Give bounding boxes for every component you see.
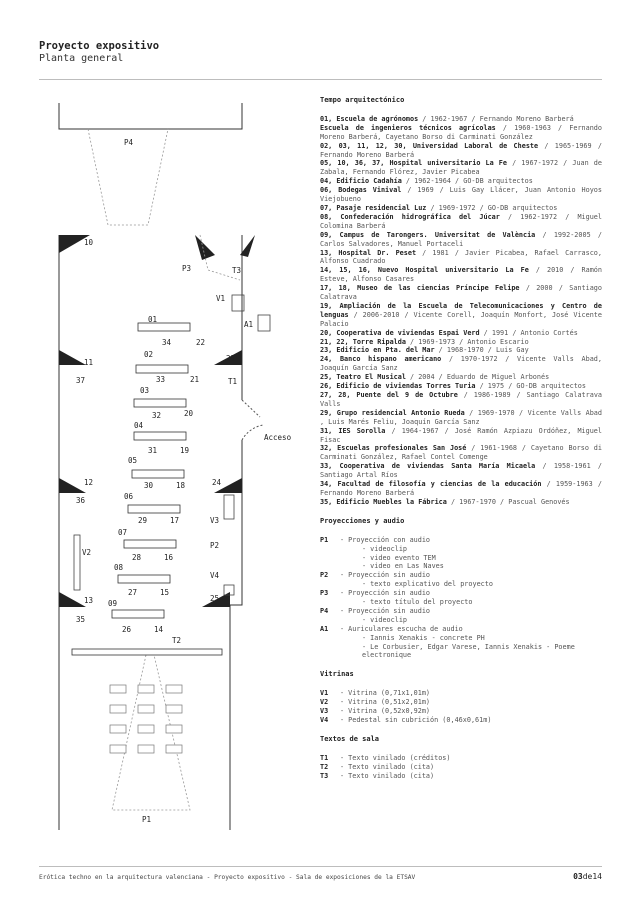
label-n05: 05 — [128, 456, 138, 465]
tempo-entry-details: / 1967-1972 / Juan de Zabala, Fernando Flórez, Javier Picabea — [320, 159, 602, 177]
table-04 — [134, 432, 186, 440]
tempo-entry-name: 21, 22, Torre Ripalda — [320, 337, 406, 346]
tempo-entry — [320, 444, 602, 462]
table-09 — [112, 610, 164, 618]
page-total: 14 — [592, 872, 602, 881]
tempo-entry — [320, 346, 602, 355]
pilaster-12 — [59, 478, 86, 493]
vitrinas-section — [320, 670, 602, 725]
tempo-entry — [320, 213, 602, 231]
label-n12: 12 — [84, 478, 94, 487]
tempo-entry-name: 34, Facultad de filosofía y ciencias de la educación — [320, 480, 542, 489]
label-n14: 14 — [154, 625, 164, 634]
tempo-entry-details: / 1991 / Antonio Cortés — [479, 328, 578, 337]
tempo-entry — [320, 186, 602, 204]
textos-code: T1 — [320, 753, 329, 762]
label-n17: 17 — [170, 516, 180, 525]
label-t3: T3 — [232, 266, 242, 275]
label-acceso: Acceso — [264, 433, 292, 442]
vitrinas-text: - Vitrina (0,51x2,01m) — [340, 698, 431, 707]
audio-a1 — [258, 315, 270, 331]
label-n31: 31 — [148, 446, 158, 455]
page-subtitle: Planta general — [39, 53, 124, 64]
label-p1: P1 — [142, 815, 152, 824]
proyeccion-code — [320, 598, 340, 607]
vitrinas-row — [320, 707, 602, 716]
vitrinas-row — [320, 716, 602, 725]
label-t2: T2 — [172, 636, 182, 645]
label-n28: 28 — [132, 553, 142, 562]
label-v3: V3 — [210, 516, 220, 525]
proyeccion-row — [320, 554, 602, 563]
label-n37: 37 — [76, 376, 86, 385]
tempo-entry-details: / 1975 / GO-DB arquitectos — [475, 382, 586, 391]
tempo-entry — [320, 124, 602, 142]
tempo-entry-name: 17, 18, Museo de las ciencias Príncipe Felipe — [320, 284, 520, 293]
tempo-entry-details: / 2010 / Ramón Esteve, Alfonso Casares — [320, 266, 602, 284]
proyeccion-line: - texto título del proyecto — [362, 598, 473, 607]
tempo-entry-details: / 1969-1970 / Vicente Valls Abad , Luis Marés Feliu, Joaquín García Sanz — [320, 408, 602, 426]
proyeccion-code — [320, 554, 340, 563]
textos-text: - Texto vinilado (cita) — [340, 762, 435, 771]
proyeccion-line: - Auriculares escucha de audio — [340, 624, 463, 633]
label-n30: 30 — [144, 481, 154, 490]
proyeccion-line: - Proyección con audio — [340, 535, 431, 544]
label-n34: 34 — [162, 338, 172, 347]
label-n02: 02 — [144, 350, 154, 359]
footer-divider — [39, 866, 602, 867]
tempo-entry — [320, 302, 602, 329]
proyeccion-row — [320, 625, 602, 634]
tempo-entry-name: 07, Pasaje residencial Luz — [320, 203, 427, 212]
tempo-entry-name: 05, 10, 36, 37, Hospital universitario La Fe — [320, 159, 507, 168]
proyeccion-code — [320, 580, 340, 589]
tempo-entry-details: / 1962-1967 / Fernando Moreno Barberá — [418, 114, 574, 123]
textos-row — [320, 763, 602, 772]
legend — [320, 96, 602, 791]
vitrinas-text: - Vitrina (0,52x0,92m) — [340, 707, 431, 716]
page-sep: de — [582, 872, 593, 881]
proyeccion-row — [320, 589, 602, 598]
header-divider — [39, 79, 602, 80]
proyeccion-line: - Proyección sin audio — [340, 606, 431, 615]
tempo-entry-name: 32, Escuelas profesionales San José — [320, 444, 467, 453]
label-n21: 21 — [190, 375, 200, 384]
proyeccion-row — [320, 562, 602, 571]
pilaster-13 — [59, 592, 86, 607]
proyeccion-row — [320, 607, 602, 616]
label-v1: V1 — [216, 294, 226, 303]
proyeccion-row — [320, 643, 602, 661]
tempo-entry — [320, 480, 602, 498]
proyeccion-row — [320, 634, 602, 643]
vitrinas-text: - Vitrina (0,71x1,01m) — [340, 689, 431, 698]
footer-caption: Erótica techno en la arquitectura valenciana - Proyecto expositivo - Sala de exposiciones de la ETSAV — [39, 874, 416, 881]
label-n03: 03 — [140, 386, 150, 395]
label-n27: 27 — [128, 588, 138, 597]
label-n15: 15 — [160, 588, 170, 597]
tempo-entry-name: 26, Edificio de viviendas Torres Turia — [320, 382, 476, 391]
label-n23: 23 — [226, 354, 236, 363]
proyeccion-code — [320, 634, 340, 643]
label-v4: V4 — [210, 571, 220, 580]
tempo-entry-name: 20, Cooperativa de viviendas Espai Verd — [320, 328, 480, 337]
proyeccion-code — [320, 616, 340, 625]
tempo-entry-name: 27, 28, Puente del 9 de Octubre — [320, 391, 458, 399]
proyeccion-line: - video en Las Naves — [362, 562, 444, 571]
textos-row — [320, 754, 602, 763]
tempo-entry — [320, 382, 602, 391]
proyeccion-code: P2 — [320, 571, 329, 580]
tempo-entry-details: / 1962-1972 / Miguel Colomina Barberá — [320, 212, 602, 230]
page-current: 03 — [573, 872, 583, 881]
tempo-list — [320, 115, 602, 507]
proyecciones-list — [320, 536, 602, 661]
label-n19: 19 — [180, 446, 190, 455]
tempo-entry — [320, 462, 602, 480]
vitrinas-title: Vitrinas — [320, 670, 354, 679]
proyeccion-row — [320, 616, 602, 625]
tempo-entry-details: / 1959-1963 / Fernando Moreno Barberá — [320, 480, 602, 497]
proyeccion-code: P1 — [320, 535, 329, 544]
label-n33: 33 — [156, 375, 166, 384]
page-number — [573, 872, 602, 881]
table-07 — [124, 540, 176, 548]
tempo-entry-name: 29, Grupo residencial Antonio Rueda — [320, 408, 465, 417]
vitrinas-text: - Pedestal sin cubrición (0,46x0,61m) — [340, 716, 492, 724]
label-n16: 16 — [164, 553, 174, 562]
vitrinas-code: V4 — [320, 716, 329, 724]
table-08 — [118, 575, 170, 583]
tempo-entry-name: 06, Bodegas Vinival — [320, 186, 402, 195]
tempo-entry-name: 19, Ampliación de la Escuela de Telecomunicaciones y Centro de lenguas — [320, 301, 602, 319]
textos-list — [320, 754, 602, 781]
proyeccion-code: A1 — [320, 624, 329, 633]
tempo-entry-name: 35, Edificio Muebles la Fábrica — [320, 497, 447, 506]
tempo-entry-name: 13, Hospital Dr. Peset — [320, 248, 417, 257]
tempo-entry-name: 24, Banco hispano americano — [320, 355, 442, 364]
tempo-entry — [320, 373, 602, 382]
tempo-entry-details: / 1981 / Javier Picabea, Rafael Carrasco, Alfonso Cuadrado — [320, 248, 602, 266]
textos-text: - Texto vinilado (cita) — [340, 771, 435, 780]
tempo-entry — [320, 115, 602, 124]
tempo-entry-details: / 2000 / Santiago Calatrava — [320, 284, 602, 302]
label-n11: 11 — [84, 358, 94, 367]
tempo-entry — [320, 249, 602, 267]
label-n18: 18 — [176, 481, 186, 490]
tempo-title: Tempo arquitectónico — [320, 96, 405, 104]
tempo-entry-details: / 1968-1970 / Luis Gay — [434, 346, 529, 355]
tempo-entry-name: Escuela de ingenieros técnicos agrícolas — [320, 123, 496, 132]
panel-t2 — [72, 649, 222, 655]
vitrinas-list — [320, 689, 602, 725]
vitrinas-row — [320, 698, 602, 707]
vitrinas-code: V1 — [320, 689, 329, 698]
proyeccion-row — [320, 598, 602, 607]
tempo-entry-details: / 1967-1970 / Pascual Genovés — [446, 497, 570, 506]
tempo-entry-details: / 1986-1989 / Santiago Calatrava Valls — [320, 391, 603, 408]
table-06 — [128, 505, 180, 513]
proyeccion-line: - Proyección sin audio — [340, 571, 431, 580]
tempo-entry-name: 04, Edificio Cadahía — [320, 177, 402, 186]
table-02 — [136, 365, 188, 373]
label-n35: 35 — [76, 615, 86, 624]
tempo-entry-name: 23, Edificio en Pta. del Mar — [320, 346, 435, 355]
proyeccion-row — [320, 571, 602, 580]
label-n20: 20 — [184, 409, 194, 418]
plan-wall-right-lower — [230, 440, 242, 830]
tempo-entry — [320, 409, 602, 427]
tempo-entry — [320, 498, 602, 507]
label-t1: T1 — [228, 377, 238, 386]
table-03 — [134, 399, 186, 407]
label-p3: P3 — [182, 264, 192, 273]
label-n36: 36 — [76, 496, 86, 505]
tempo-entry — [320, 231, 602, 249]
textos-title: Textos de sala — [320, 734, 380, 743]
tempo-entry-details: / 1970-1972 / Vicente Valls Abad, Joaquín García Sanz — [320, 355, 602, 373]
proyeccion-row — [320, 536, 602, 545]
tempo-entry-details: / 1965-1969 / Fernando Moreno Barberá — [320, 141, 602, 159]
label-n09: 09 — [108, 599, 118, 608]
tempo-entry-name: 09, Campus de Tarongers. Universitat de València — [320, 230, 536, 239]
tempo-entry-details: / 1969-1972 / GO-DB arquitectos — [426, 203, 558, 212]
tempo-entry — [320, 159, 602, 177]
textos-code: T3 — [320, 771, 329, 780]
tempo-entry — [320, 427, 602, 445]
label-n26: 26 — [122, 625, 132, 634]
exhibit-tables — [112, 323, 190, 618]
tempo-entry — [320, 355, 602, 373]
tempo-entry-details: / 1992-2005 / Carlos Salvadores, Manuel Portaceli — [320, 230, 602, 248]
tempo-entry-details: / 1961-1968 / Cayetano Borso di Carminati González, Rafael Contel Comenge — [320, 444, 602, 462]
proyeccion-line: - Le Corbusier, Edgar Varese, Iannis Xenakis - Poeme electronique — [362, 642, 575, 660]
seating-grid — [110, 685, 182, 753]
tempo-entry-name: 02, 03, 11, 12, 30, Universidad Laboral de Cheste — [320, 141, 539, 150]
textos-section — [320, 735, 602, 781]
proyeccion-line: - texto explicativo del proyecto — [362, 580, 493, 589]
textos-code: T2 — [320, 762, 329, 771]
tempo-entry-name: 01, Escuela de agrónomos — [320, 114, 419, 123]
tempo-entry — [320, 266, 602, 284]
tempo-entry-details: / 1958-1961 / Santiago Artal Ríos — [320, 462, 602, 480]
vitrina-v2 — [74, 535, 80, 590]
tempo-entry-name: 14, 15, 16, Nuevo Hospital universitario La Fe — [320, 266, 529, 275]
proyeccion-row — [320, 545, 602, 554]
label-p4: P4 — [124, 138, 134, 147]
proyeccion-code: P3 — [320, 589, 329, 598]
vitrinas-code: V3 — [320, 707, 329, 716]
page-title: Proyecto expositivo — [39, 40, 160, 52]
tempo-entry — [320, 338, 602, 347]
tempo-entry — [320, 177, 602, 186]
label-n22: 22 — [196, 338, 206, 347]
textos-row — [320, 772, 602, 781]
label-n10: 10 — [84, 238, 94, 247]
tempo-entry-details: / 1964-1967 / José Ramón Azpiazu Ordóñez, Miguel Fisac — [320, 426, 602, 444]
tempo-entry-name: 33, Cooperativa de viviendas Santa María Micaela — [320, 462, 536, 471]
tempo-entry — [320, 204, 602, 213]
label-n07: 07 — [118, 528, 128, 537]
proyecciones-section — [320, 517, 602, 661]
proyeccion-line: - videoclip — [362, 544, 408, 553]
tempo-entry-details: / 1962-1964 / GO-DB arquitectos — [401, 177, 533, 186]
vitrina-v3 — [224, 495, 234, 519]
tempo-entry-name: 25, Teatro El Musical — [320, 373, 406, 382]
tempo-entry-details: / 1969-1973 / Antonio Escario — [405, 337, 529, 346]
tempo-entry — [320, 284, 602, 302]
proyeccion-line: - Iannis Xenakis - concrete PH — [362, 633, 485, 642]
proyeccion-line: - video evento TEM — [362, 553, 436, 562]
floor-plan — [50, 95, 300, 835]
plan-wall-top — [59, 103, 242, 129]
tempo-section — [320, 96, 602, 507]
label-a1: A1 — [244, 320, 254, 329]
proyeccion-line: - Proyección sin audio — [340, 589, 431, 598]
textos-text: - Texto vinilado (créditos) — [340, 753, 451, 762]
label-n01: 01 — [148, 315, 158, 324]
proyeccion-row — [320, 580, 602, 589]
label-n06: 06 — [124, 492, 134, 501]
label-p2: P2 — [210, 541, 220, 550]
tempo-entry — [320, 142, 602, 160]
proyeccion-code — [320, 643, 340, 661]
pilaster-11 — [59, 350, 86, 365]
proyeccion-line: - videoclip — [362, 615, 408, 624]
label-n24: 24 — [212, 478, 222, 487]
proyecciones-title: Proyecciones y audio — [320, 516, 405, 525]
table-05 — [132, 470, 184, 478]
label-n29: 29 — [138, 516, 148, 525]
vitrinas-row — [320, 689, 602, 698]
label-n32: 32 — [152, 411, 162, 420]
label-n13: 13 — [84, 596, 94, 605]
label-v2: V2 — [82, 548, 92, 557]
door-swing — [242, 400, 263, 440]
tempo-entry-details: / 1969 / Luis Gay Llácer, Juan Antonio Hoyos Viejobueno — [320, 186, 602, 204]
tempo-entry-details: / 1960-1963 / Fernando Moreno Barberá, Cayetano Borso di Carminati González — [320, 123, 602, 141]
tempo-entry-details: / 2004 / Eduardo de Miguel Arbonés — [405, 373, 550, 382]
label-n25: 25 — [210, 594, 220, 603]
tempo-entry — [320, 329, 602, 338]
label-n04: 04 — [134, 421, 144, 430]
tempo-entry-details: / 2006-2010 / Vicente Corell, Joaquín Monfort, José Vicente Palacio — [320, 310, 602, 328]
tempo-entry-name: 08, Confederación hidrográfica del Júcar — [320, 212, 500, 221]
table-01 — [138, 323, 190, 331]
tempo-entry — [320, 391, 602, 409]
label-n08: 08 — [114, 563, 124, 572]
tempo-entry-name: 31, IES Sorolla — [320, 426, 386, 435]
proyeccion-code: P4 — [320, 606, 329, 615]
vitrinas-code: V2 — [320, 698, 329, 707]
proyeccion-code — [320, 545, 340, 554]
proyeccion-code — [320, 562, 340, 571]
